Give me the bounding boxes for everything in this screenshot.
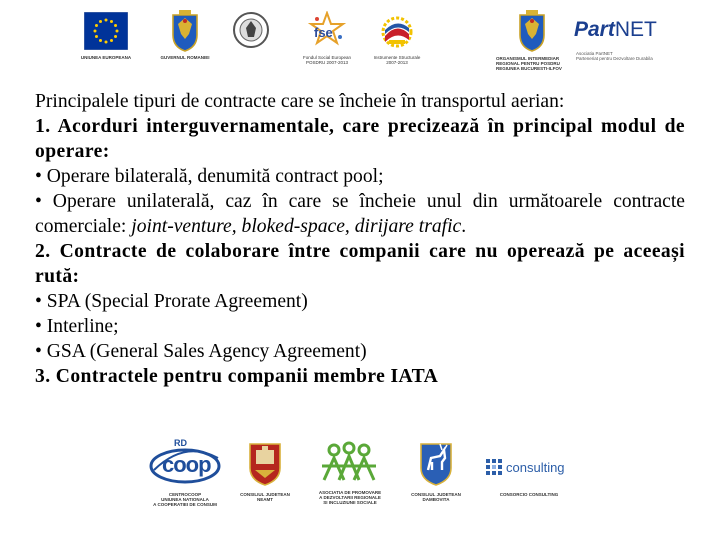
- adrs-association-caption: [312, 490, 388, 505]
- centrocoop-logo: [148, 440, 222, 491]
- structural-instruments-caption-line2: 2007-2013: [386, 60, 408, 65]
- neamt-council-caption-line1: CONSILIUL JUDETEAN: [240, 492, 290, 497]
- intermediate-body-caption: [496, 56, 568, 71]
- item-1-bullet-2: [35, 189, 685, 239]
- adrs-caption-line1: ASOCIATIA DE PROMOVARE: [318, 490, 382, 495]
- item-2-bullet-2: • Interline;: [35, 316, 119, 337]
- footer-logo-band: [140, 436, 580, 518]
- neamt-council-caption-line2: NEAMT: [257, 497, 273, 502]
- centrocoop-caption-line1: CENTROCOOP: [168, 492, 202, 497]
- neamt-council-caption: [238, 492, 292, 502]
- centrocoop-caption-line2: UNIUNEA NATIONALA: [161, 497, 209, 502]
- eu-star-icon: [105, 19, 108, 22]
- intermediate-body-caption-line1: ORGANISMUL INTERMEDIAR: [496, 56, 560, 61]
- centrocoop-caption: [144, 492, 226, 507]
- structural-instruments-caption-line1: Instrumente Structurale: [373, 55, 421, 60]
- consulting-caption: CONSORCIO CONSULTING: [499, 492, 559, 497]
- structural-instruments-logo: [377, 10, 417, 57]
- coop-wordmark: coop: [162, 452, 211, 477]
- eu-star-icon: [105, 41, 108, 44]
- dambovita-caption-line1: CONSILIUL JUDETEAN: [411, 492, 461, 497]
- eu-star-icon: [110, 39, 113, 42]
- item-1-bullet-2-text: • Operare unilaterală, caz în care se încheie unul din următoarele contracte comerciale:: [35, 191, 685, 237]
- eu-star-icon: [99, 39, 102, 42]
- fse-mark: fse: [314, 25, 333, 40]
- eu-flag-logo: [84, 12, 128, 55]
- slide-content: [35, 89, 685, 389]
- romania-coat-of-arms-logo: [170, 9, 200, 58]
- header-logo-band: [70, 6, 660, 80]
- partnet-logo-part: Part: [574, 18, 615, 41]
- fse-caption: [296, 55, 358, 65]
- item-1-bullet-1: • Operare bilaterală, denumită contract pool;: [35, 166, 384, 187]
- dambovita-caption-line2: DAMBOVITA: [422, 497, 450, 502]
- dambovita-council-caption: [409, 492, 463, 502]
- dambovita-council-coat-of-arms-logo: [418, 440, 454, 491]
- partnet-caption-line2: Parteneriat pentru Dezvoltare Durabila: [576, 56, 653, 61]
- item-2-bullet-3: • GSA (General Sales Agency Agreement): [35, 341, 367, 362]
- intro-line: Principalele tipuri de contracte care se încheie în transportul aerian:: [35, 91, 565, 112]
- eu-star-icon: [95, 35, 98, 38]
- ministry-seal-logo: [232, 11, 270, 54]
- eu-star-icon: [99, 20, 102, 23]
- eu-star-icon: [114, 35, 117, 38]
- partnet-caption: [576, 51, 660, 61]
- coop-rd-mark: RD: [174, 438, 187, 448]
- item-1-bullet-2-end: .: [461, 216, 467, 237]
- partnet-logo-net: NET: [614, 18, 657, 41]
- item-1-bullet-2-italic: joint-venture, bloked-space, dirijare trafic: [131, 216, 462, 237]
- neamt-council-coat-of-arms-logo: [247, 440, 283, 491]
- eu-star-icon: [94, 30, 97, 33]
- partnet-logo: [574, 18, 657, 42]
- eu-star-icon: [110, 20, 113, 23]
- adrs-association-logo: [320, 440, 378, 491]
- intermediate-body-caption-line3: REGIUNEA BUCURESTI-ILFOV: [496, 66, 562, 71]
- fse-logo: [306, 11, 348, 56]
- adrs-caption-line3: SI INCLUZIUNII SOCIALE: [323, 500, 377, 505]
- fse-caption-line2: POSDRU 2007-2013: [305, 60, 349, 65]
- item-3-heading: 3. Contractele pentru companii membre IATA: [35, 366, 439, 387]
- item-2-heading: 2. Contracte de colaborare între companii care nu operează pe aceeași rută:: [35, 241, 685, 287]
- intermediate-body-coat-of-arms-logo: [517, 9, 547, 58]
- item-2-bullet-1: • SPA (Special Prorate Agreement): [35, 291, 308, 312]
- centrocoop-caption-line3: A COOPERATIEI DE CONSUM: [153, 502, 217, 507]
- partnet-caption-line1: Asociatia PartNET: [576, 51, 613, 56]
- intermediate-body-caption-line2: REGIONAL PENTRU POSDRU: [496, 61, 560, 66]
- government-caption: GUVERNUL ROMANIEI: [160, 55, 210, 60]
- eu-star-icon: [114, 24, 117, 27]
- structural-instruments-caption: [366, 55, 428, 65]
- consulting-wordmark: consulting: [506, 459, 565, 475]
- eu-caption: UNIUNEA EUROPEANA: [80, 55, 132, 60]
- eu-star-icon: [95, 24, 98, 27]
- fse-caption-line1: Fondul Social European: [302, 55, 352, 60]
- consulting-logo: [486, 458, 565, 476]
- adrs-caption-line2: A DEZVOLTARII REGIONALE: [319, 495, 381, 500]
- item-1-heading: 1. Acorduri interguvernamentale, care precizează în principal modul de operare:: [35, 116, 685, 162]
- eu-star-icon: [116, 30, 119, 33]
